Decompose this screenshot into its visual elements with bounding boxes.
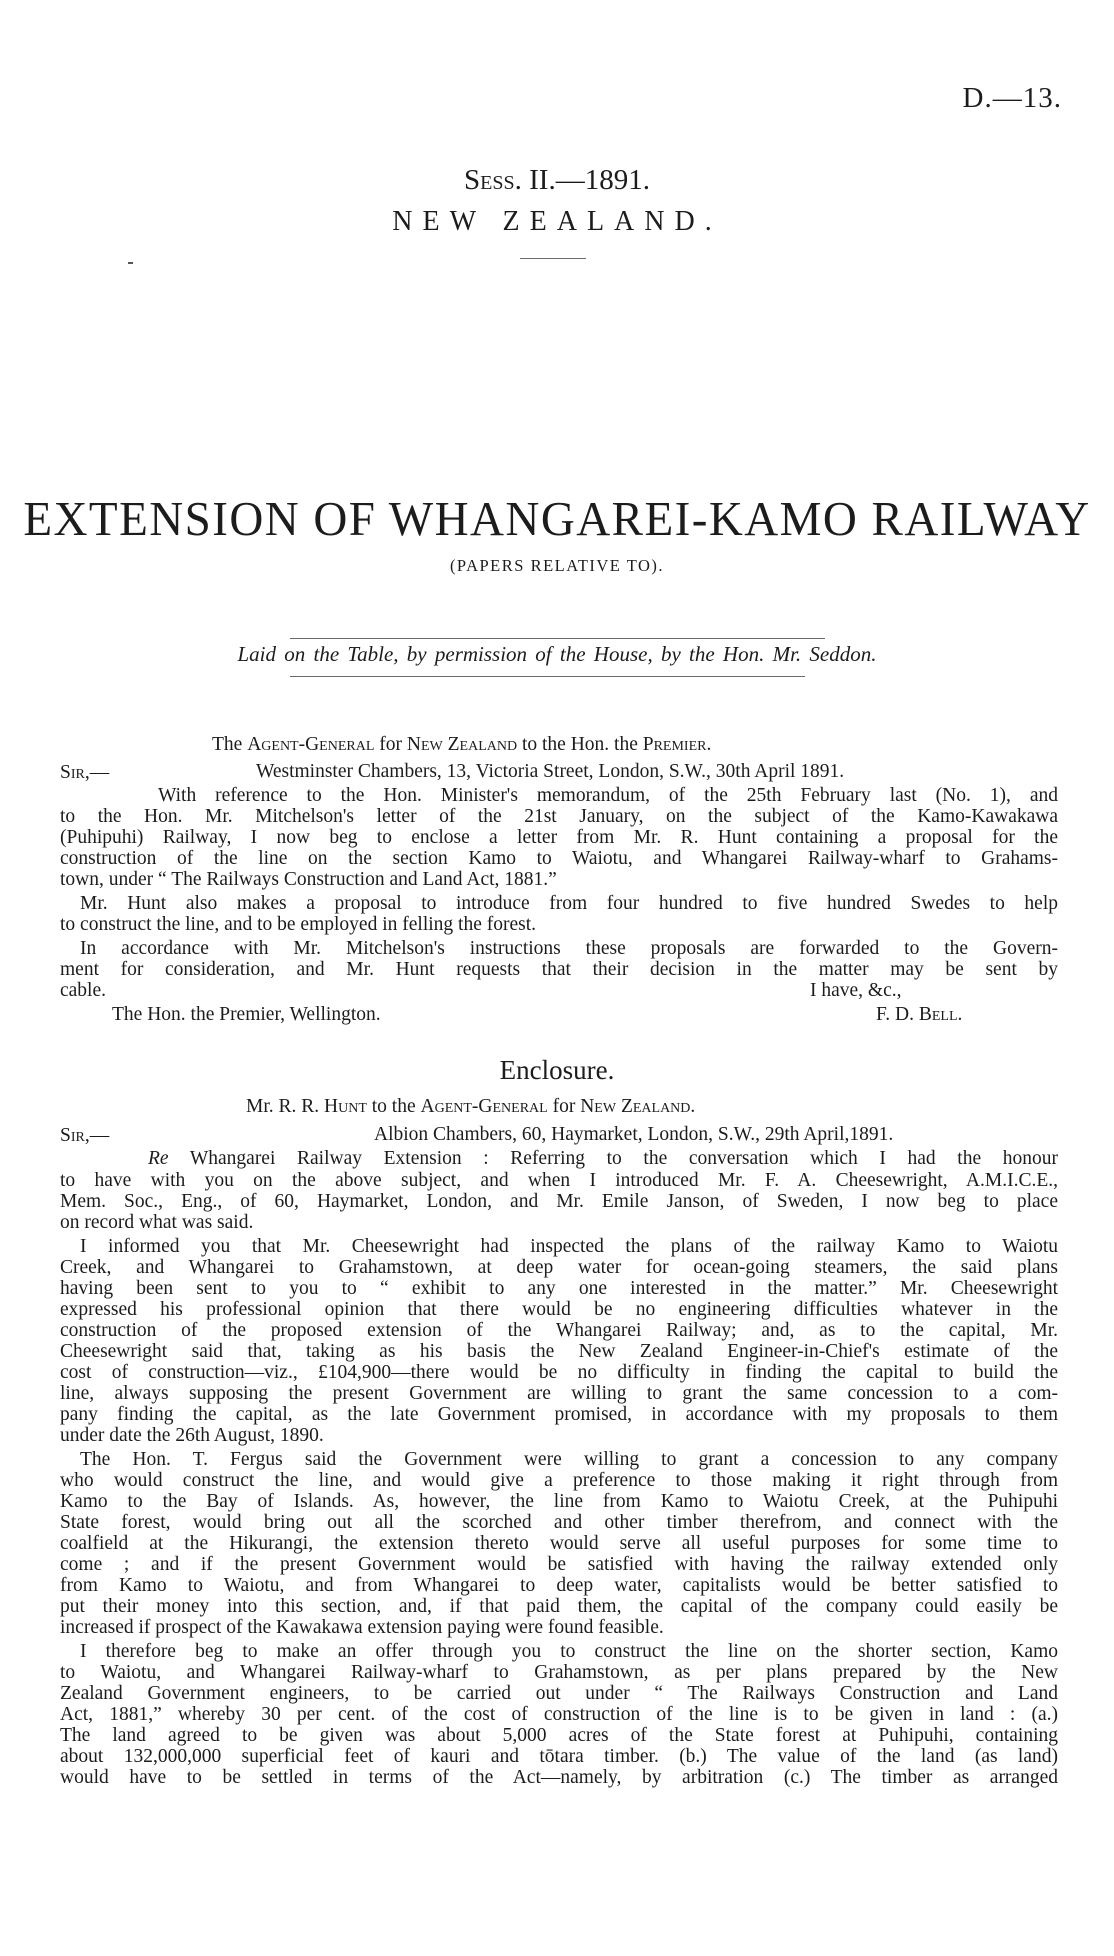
letter-line: ment for consideration, and Mr. Hunt requests that their decision in the matter may be sent by bbox=[60, 959, 1058, 980]
letter-line: town, under “ The Railways Construction and Land Act, 1881.” bbox=[60, 869, 557, 890]
enclosure-line: I informed you that Mr. Cheesewright had inspected the plans of the railway Kamo to Waiotu bbox=[80, 1236, 1058, 1257]
enclosure-line: The Hon. T. Fergus said the Government were willing to grant a concession to any company bbox=[80, 1449, 1058, 1470]
closing: I have, &c., bbox=[810, 980, 902, 1001]
signature: F. D. Bell. bbox=[876, 1004, 963, 1025]
document-subtitle: (PAPERS RELATIVE TO). bbox=[449, 556, 665, 575]
enclosure-line: Re Whangarei Railway Extension : Referring to the conversation which I had the honour bbox=[148, 1148, 1058, 1169]
enclosure-line: would have to be settled in terms of the Act—namely, by arbitration (c.) The timber as arranged bbox=[60, 1767, 1058, 1788]
enclosure-line: Kamo to the Bay of Islands. As, however, the line from Kamo to Waiotu Creek, at the Puhipuhi bbox=[60, 1491, 1058, 1512]
enclosure-line: construction of the proposed extension of the Whangarei Railway; and, as to the capital, Mr. bbox=[60, 1320, 1058, 1341]
enclosure-line: The land agreed to be given was about 5,000 acres of the State forest at Puhipuhi, containing bbox=[60, 1725, 1058, 1746]
laid-on-table-note: Laid on the Table, by permission of the House, by the Hon. Mr. Seddon. bbox=[237, 642, 877, 666]
letter-line: In accordance with Mr. Mitchelson's instructions these proposals are forwarded to the Govern- bbox=[80, 938, 1058, 959]
salutation: Sir,— bbox=[60, 762, 110, 783]
letter-line: cable. bbox=[60, 980, 107, 1001]
session-line bbox=[0, 164, 1114, 197]
enclosure-line: State forest, would bring out all the scorched and other timber therefrom, and connect with the bbox=[60, 1512, 1058, 1533]
letter-line: (Puhipuhi) Railway, I now beg to enclose a letter from Mr. R. Hunt containing a proposal for the bbox=[60, 827, 1058, 848]
enclosure-line: to Waiotu, and Whangarei Railway-wharf to Grahamstown, as per plans prepared by the New bbox=[60, 1662, 1058, 1683]
enclosure-line: who would construct the line, and would give a preference to those making it right through from bbox=[60, 1470, 1058, 1491]
document-reference: D.—13. bbox=[962, 82, 1062, 114]
title-rule-top bbox=[290, 638, 825, 639]
letter-line: to construct the line, and to be employed in felling the forest. bbox=[60, 914, 536, 935]
country-heading: NEW ZEALAND. bbox=[392, 206, 722, 237]
header-rule bbox=[520, 258, 586, 259]
enclosure-line: increased if prospect of the Kawakawa extension paying were found feasible. bbox=[60, 1617, 664, 1638]
enclosure-line: I therefore beg to make an offer through you to construct the line on the shorter section, Kamo bbox=[80, 1641, 1058, 1662]
enclosure-salutation: Sir,— bbox=[60, 1125, 110, 1146]
enclosure-line: coalfield at the Hikurangi, the extension thereto would serve all useful purposes for some time to bbox=[60, 1533, 1058, 1554]
letter-line: Mr. Hunt also makes a proposal to introduce from four hundred to five hundred Swedes to help bbox=[80, 893, 1058, 914]
document-title: EXTENSION OF WHANGAREI-KAMO RAILWAY bbox=[23, 491, 1091, 546]
enclosure-line: about 132,000,000 superficial feet of kauri and tōtara timber. (b.) The value of the land (as land) bbox=[60, 1746, 1058, 1767]
letter-line: to the Hon. Mr. Mitchelson's letter of the 21st January, on the subject of the Kamo-Kawakawa bbox=[60, 806, 1058, 827]
enclosure-line: Cheesewright said that, taking as his basis the New Zealand Engineer-in-Chief's estimate of the bbox=[60, 1341, 1058, 1362]
enclosure-heading: Enclosure. bbox=[499, 1055, 615, 1085]
enclosure-line: on record what was said. bbox=[60, 1212, 254, 1233]
enclosure-line: Zealand Government engineers, to be carried out under “ The Railways Construction and Land bbox=[60, 1683, 1058, 1704]
enclosure-line: Mem. Soc., Eng., of 60, Haymarket, London, and Mr. Emile Janson, of Sweden, I now beg to place bbox=[60, 1191, 1058, 1212]
letter-heading: The Agent-General for New Zealand to the Hon. the Premier. bbox=[212, 734, 712, 755]
margin-mark bbox=[128, 262, 133, 264]
letter-address: Westminster Chambers, 13, Victoria Street, London, S.W., 30th April 1891. bbox=[256, 761, 845, 782]
enclosure-line: to have with you on the above subject, and when I introduced Mr. F. A. Cheesewright, A.M.I.C.E., bbox=[60, 1170, 1058, 1191]
letter-line: With reference to the Hon. Minister's memorandum, of the 25th February last (No. 1), and bbox=[158, 785, 1058, 806]
enclosure-line: under date the 26th August, 1890. bbox=[60, 1425, 324, 1446]
enclosure-address: Albion Chambers, 60, Haymarket, London, S.W., 29th April,1891. bbox=[374, 1124, 894, 1145]
enclosure-line: line, always supposing the present Government are willing to grant the same concession to a com- bbox=[60, 1383, 1058, 1404]
enclosure-line: expressed his professional opinion that there would be no engineering difficulties whatever in the bbox=[60, 1299, 1058, 1320]
enclosure-line: having been sent to you to “ exhibit to any one interested in the matter.” Mr. Cheesewright bbox=[60, 1278, 1058, 1299]
enclosure-line: cost of construction—viz., £104,900—there would be no difficulty in finding the capital to build the bbox=[60, 1362, 1058, 1383]
letter-line: construction of the line on the section Kamo to Waiotu, and Whangarei Railway-wharf to Grahams- bbox=[60, 848, 1058, 869]
enclosure-line: come ; and if the present Government would be satisfied with having the railway extended only bbox=[60, 1554, 1058, 1575]
session-number: II.—1891. bbox=[521, 164, 650, 196]
title-rule-bottom bbox=[290, 676, 805, 677]
enclosure-line: put their money into this section, and, if that paid them, the capital of the company could easily be bbox=[60, 1596, 1058, 1617]
enclosure-letter-heading: Mr. R. R. Hunt to the Agent-General for New Zealand. bbox=[246, 1096, 696, 1117]
addressee: The Hon. the Premier, Wellington. bbox=[112, 1004, 381, 1025]
enclosure-line: pany finding the capital, as the late Government promised, in accordance with my proposals to them bbox=[60, 1404, 1058, 1425]
enclosure-line: Act, 1881,” whereby 30 per cent. of the cost of construction of the line is to be given in land : (a.) bbox=[60, 1704, 1058, 1725]
enclosure-line: Creek, and Whangarei to Grahamstown, at deep water for ocean-going steamers, the said plans bbox=[60, 1257, 1058, 1278]
session-prefix: Sess. bbox=[464, 164, 522, 196]
enclosure-line: from Kamo to Waiotu, and from Whangarei to deep water, capitalists would be better satisfied to bbox=[60, 1575, 1058, 1596]
